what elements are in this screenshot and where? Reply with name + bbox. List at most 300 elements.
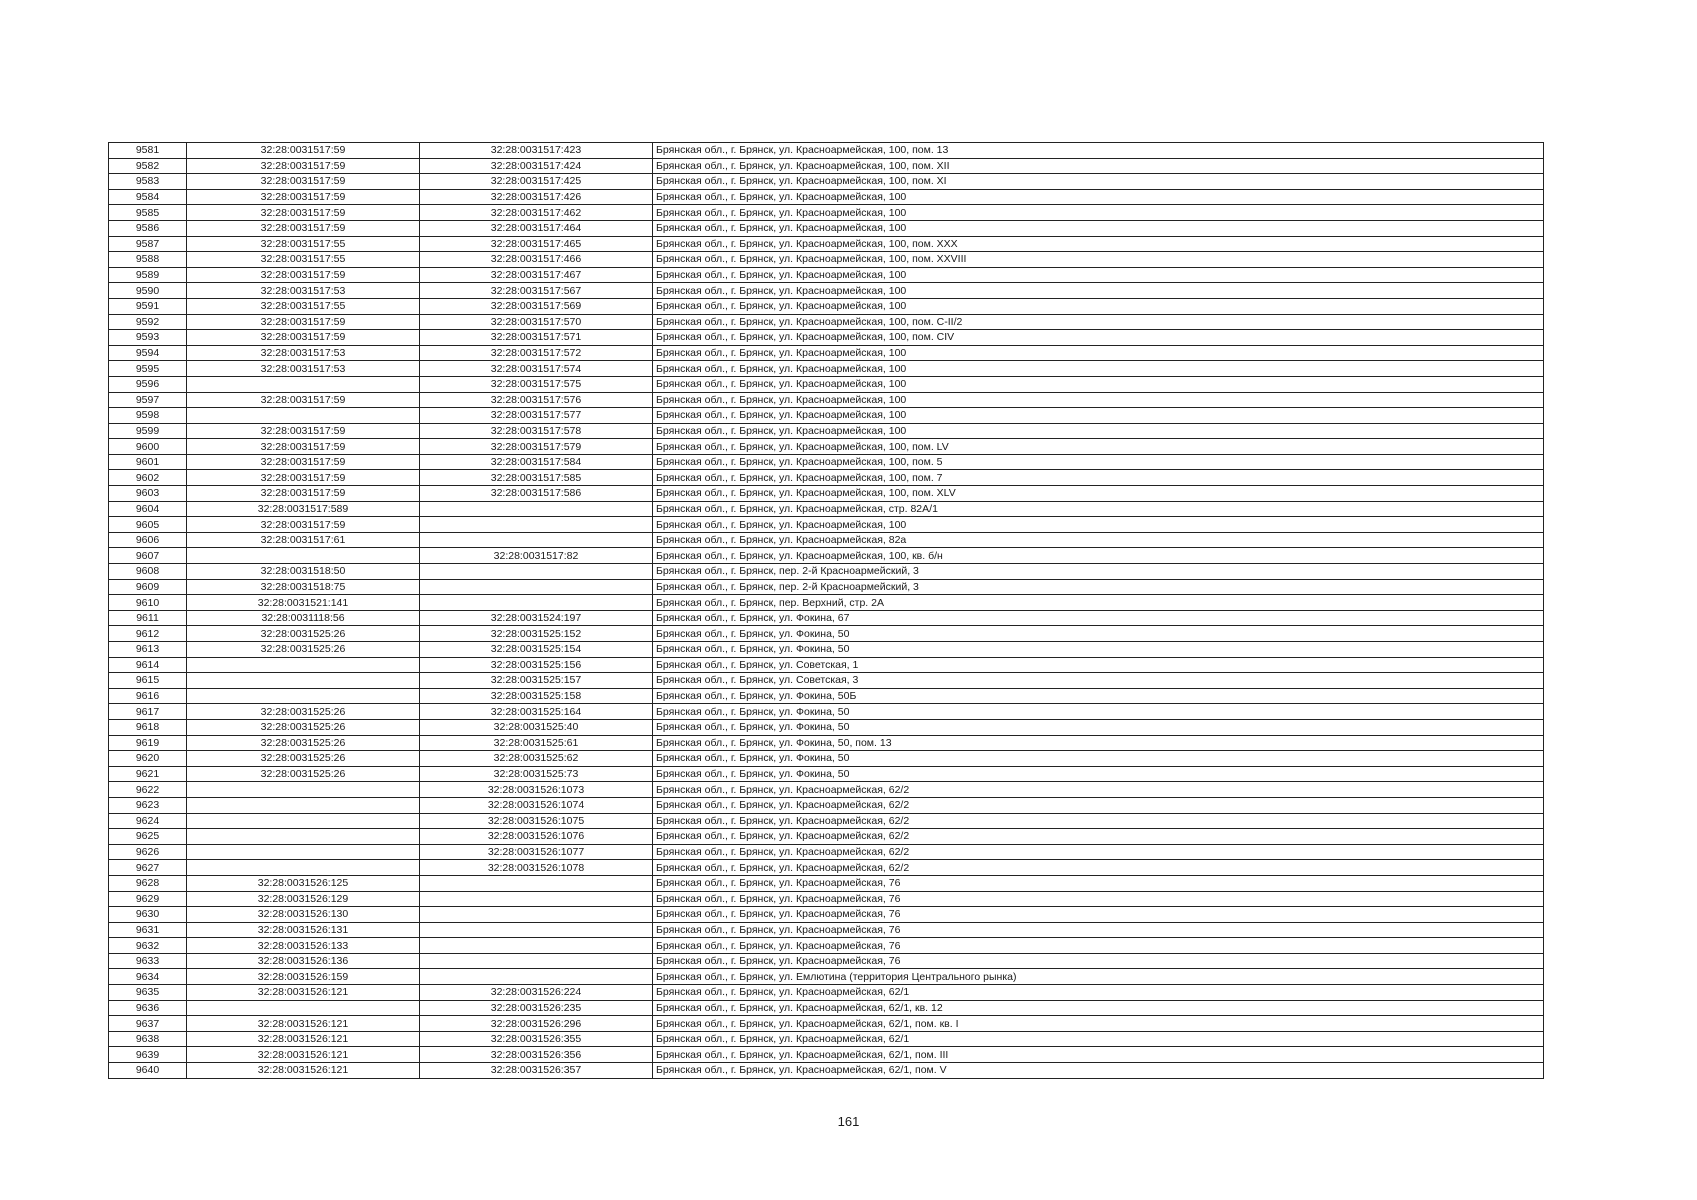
table-row — [109, 1016, 1544, 1032]
table-row — [109, 174, 1544, 190]
table-row — [109, 345, 1544, 361]
row-number-cell: 9593 — [109, 330, 187, 346]
address-cell: Брянская обл., г. Брянск, ул. Красноармейская, 76 — [653, 891, 1544, 907]
parent-cadastral-number-cell: 32:28:0031526:159 — [187, 969, 420, 985]
cadastral-number-cell: 32:28:0031517:578 — [420, 423, 653, 439]
row-number-cell: 9625 — [109, 829, 187, 845]
address-cell: Брянская обл., г. Брянск, ул. Красноармейская, 100 — [653, 423, 1544, 439]
parent-cadastral-number-cell — [187, 548, 420, 564]
table-row — [109, 782, 1544, 798]
table-row — [109, 205, 1544, 221]
cadastral-number-cell: 32:28:0031525:40 — [420, 719, 653, 735]
row-number-cell: 9609 — [109, 579, 187, 595]
cadastral-number-cell: 32:28:0031517:426 — [420, 189, 653, 205]
parent-cadastral-number-cell: 32:28:0031517:589 — [187, 501, 420, 517]
table-row — [109, 532, 1544, 548]
parent-cadastral-number-cell: 32:28:0031517:59 — [187, 423, 420, 439]
parent-cadastral-number-cell: 32:28:0031525:26 — [187, 704, 420, 720]
parent-cadastral-number-cell: 32:28:0031517:59 — [187, 205, 420, 221]
parent-cadastral-number-cell: 32:28:0031525:26 — [187, 719, 420, 735]
cadastral-number-cell — [420, 501, 653, 517]
cadastral-number-cell: 32:28:0031526:1073 — [420, 782, 653, 798]
table-row — [109, 423, 1544, 439]
row-number-cell: 9589 — [109, 267, 187, 283]
cadastral-number-cell — [420, 564, 653, 580]
parent-cadastral-number-cell: 32:28:0031517:59 — [187, 470, 420, 486]
table-row — [109, 564, 1544, 580]
parent-cadastral-number-cell: 32:28:0031518:75 — [187, 579, 420, 595]
row-number-cell: 9608 — [109, 564, 187, 580]
parent-cadastral-number-cell: 32:28:0031517:59 — [187, 174, 420, 190]
row-number-cell: 9596 — [109, 376, 187, 392]
row-number-cell: 9588 — [109, 252, 187, 268]
row-number-cell: 9587 — [109, 236, 187, 252]
address-cell: Брянская обл., г. Брянск, ул. Красноармейская, 100 — [653, 408, 1544, 424]
address-cell: Брянская обл., г. Брянск, ул. Красноармейская, 62/1 — [653, 1031, 1544, 1047]
row-number-cell: 9621 — [109, 766, 187, 782]
table-row — [109, 236, 1544, 252]
table-row — [109, 548, 1544, 564]
table-row — [109, 517, 1544, 533]
row-number-cell: 9622 — [109, 782, 187, 798]
address-cell: Брянская обл., г. Брянск, ул. Красноармейская, 76 — [653, 907, 1544, 923]
address-cell: Брянская обл., г. Брянск, ул. Красноармейская, 100, пом. XXVIII — [653, 252, 1544, 268]
address-cell: Брянская обл., г. Брянск, ул. Красноармейская, 100, пом. XI — [653, 174, 1544, 190]
address-cell: Брянская обл., г. Брянск, ул. Советская, 3 — [653, 673, 1544, 689]
address-cell: Брянская обл., г. Брянск, ул. Красноармейская, 62/1, пом. V — [653, 1063, 1544, 1079]
table-row — [109, 813, 1544, 829]
address-cell: Брянская обл., г. Брянск, ул. Красноармейская, 100 — [653, 298, 1544, 314]
parent-cadastral-number-cell: 32:28:0031517:59 — [187, 517, 420, 533]
cadastral-number-cell: 32:28:0031526:1075 — [420, 813, 653, 829]
parent-cadastral-number-cell — [187, 797, 420, 813]
address-cell: Брянская обл., г. Брянск, ул. Красноармейская, 100 — [653, 517, 1544, 533]
cadastral-number-cell: 32:28:0031517:462 — [420, 205, 653, 221]
table-row — [109, 330, 1544, 346]
table-row — [109, 501, 1544, 517]
row-number-cell: 9632 — [109, 938, 187, 954]
address-cell: Брянская обл., г. Брянск, ул. Фокина, 50 — [653, 642, 1544, 658]
cadastral-number-cell — [420, 579, 653, 595]
address-cell: Брянская обл., г. Брянск, ул. Красноармейская, 62/1, пом. кв. I — [653, 1016, 1544, 1032]
cadastral-number-cell: 32:28:0031517:571 — [420, 330, 653, 346]
address-cell: Брянская обл., г. Брянск, ул. Красноармейская, 100 — [653, 205, 1544, 221]
parent-cadastral-number-cell — [187, 408, 420, 424]
address-cell: Брянская обл., г. Брянск, ул. Красноармейская, 100 — [653, 345, 1544, 361]
address-cell: Брянская обл., г. Брянск, ул. Советская, 1 — [653, 657, 1544, 673]
table-row — [109, 143, 1544, 159]
table-row — [109, 907, 1544, 923]
parent-cadastral-number-cell — [187, 829, 420, 845]
cadastral-number-cell — [420, 891, 653, 907]
address-cell: Брянская обл., г. Брянск, ул. Красноармейская, 100, кв. б/н — [653, 548, 1544, 564]
row-number-cell: 9591 — [109, 298, 187, 314]
address-cell: Брянская обл., г. Брянск, ул. Красноармейская, 76 — [653, 875, 1544, 891]
row-number-cell: 9612 — [109, 626, 187, 642]
row-number-cell: 9627 — [109, 860, 187, 876]
row-number-cell: 9635 — [109, 985, 187, 1001]
parent-cadastral-number-cell: 32:28:0031526:125 — [187, 875, 420, 891]
parent-cadastral-number-cell: 32:28:0031517:53 — [187, 283, 420, 299]
cadastral-number-cell — [420, 517, 653, 533]
cadastral-number-cell: 32:28:0031525:156 — [420, 657, 653, 673]
address-cell: Брянская обл., г. Брянск, пер. Верхний, стр. 2А — [653, 595, 1544, 611]
row-number-cell: 9603 — [109, 486, 187, 502]
address-cell: Брянская обл., г. Брянск, ул. Емлютина (территория Центрального рынка) — [653, 969, 1544, 985]
table-row — [109, 298, 1544, 314]
parent-cadastral-number-cell: 32:28:0031525:26 — [187, 766, 420, 782]
cadastral-number-cell: 32:28:0031526:355 — [420, 1031, 653, 1047]
address-cell: Брянская обл., г. Брянск, ул. Красноармейская, 100, пом. 7 — [653, 470, 1544, 486]
cadastral-number-cell: 32:28:0031525:157 — [420, 673, 653, 689]
parent-cadastral-number-cell: 32:28:0031517:53 — [187, 361, 420, 377]
row-number-cell: 9599 — [109, 423, 187, 439]
table-row — [109, 579, 1544, 595]
row-number-cell: 9629 — [109, 891, 187, 907]
parent-cadastral-number-cell: 32:28:0031526:121 — [187, 1063, 420, 1079]
cadastral-number-cell: 32:28:0031526:296 — [420, 1016, 653, 1032]
table-row — [109, 751, 1544, 767]
parent-cadastral-number-cell: 32:28:0031517:59 — [187, 189, 420, 205]
row-number-cell: 9636 — [109, 1000, 187, 1016]
parent-cadastral-number-cell — [187, 376, 420, 392]
row-number-cell: 9617 — [109, 704, 187, 720]
table-row — [109, 1047, 1544, 1063]
row-number-cell: 9582 — [109, 158, 187, 174]
parent-cadastral-number-cell: 32:28:0031526:133 — [187, 938, 420, 954]
address-cell: Брянская обл., г. Брянск, ул. Красноармейская, 100, пом. 13 — [653, 143, 1544, 159]
cadastral-number-cell: 32:28:0031517:465 — [420, 236, 653, 252]
table-row — [109, 860, 1544, 876]
row-number-cell: 9615 — [109, 673, 187, 689]
cadastral-table — [108, 142, 1544, 1079]
table-row — [109, 1000, 1544, 1016]
cadastral-number-cell: 32:28:0031526:1074 — [420, 797, 653, 813]
cadastral-number-cell: 32:28:0031517:574 — [420, 361, 653, 377]
row-number-cell: 9584 — [109, 189, 187, 205]
parent-cadastral-number-cell: 32:28:0031517:59 — [187, 314, 420, 330]
row-number-cell: 9638 — [109, 1031, 187, 1047]
parent-cadastral-number-cell: 32:28:0031517:59 — [187, 330, 420, 346]
cadastral-number-cell — [420, 595, 653, 611]
address-cell: Брянская обл., г. Брянск, ул. Красноармейская, 62/1 — [653, 985, 1544, 1001]
address-cell: Брянская обл., г. Брянск, ул. Красноармейская, 100 — [653, 220, 1544, 236]
address-cell: Брянская обл., г. Брянск, ул. Красноармейская, 76 — [653, 953, 1544, 969]
table-row — [109, 610, 1544, 626]
address-cell: Брянская обл., г. Брянск, ул. Красноармейская, 100 — [653, 267, 1544, 283]
cadastral-number-cell: 32:28:0031517:569 — [420, 298, 653, 314]
parent-cadastral-number-cell: 32:28:0031526:136 — [187, 953, 420, 969]
cadastral-number-cell: 32:28:0031517:576 — [420, 392, 653, 408]
table-row — [109, 189, 1544, 205]
cadastral-number-cell — [420, 922, 653, 938]
parent-cadastral-number-cell: 32:28:0031517:53 — [187, 345, 420, 361]
table-row — [109, 376, 1544, 392]
cadastral-number-cell: 32:28:0031526:1076 — [420, 829, 653, 845]
address-cell: Брянская обл., г. Брянск, ул. Красноармейская, 62/2 — [653, 829, 1544, 845]
parent-cadastral-number-cell: 32:28:0031118:56 — [187, 610, 420, 626]
row-number-cell: 9595 — [109, 361, 187, 377]
row-number-cell: 9637 — [109, 1016, 187, 1032]
address-cell: Брянская обл., г. Брянск, ул. Красноармейская, 100 — [653, 361, 1544, 377]
cadastral-number-cell: 32:28:0031525:154 — [420, 642, 653, 658]
address-cell: Брянская обл., г. Брянск, ул. Красноармейская, 100, пом. XLV — [653, 486, 1544, 502]
table-row — [109, 891, 1544, 907]
row-number-cell: 9613 — [109, 642, 187, 658]
cadastral-number-cell: 32:28:0031525:152 — [420, 626, 653, 642]
address-cell: Брянская обл., г. Брянск, ул. Фокина, 50 — [653, 751, 1544, 767]
row-number-cell: 9586 — [109, 220, 187, 236]
address-cell: Брянская обл., г. Брянск, ул. Красноармейская, 62/2 — [653, 797, 1544, 813]
cadastral-number-cell — [420, 532, 653, 548]
cadastral-number-cell: 32:28:0031525:61 — [420, 735, 653, 751]
parent-cadastral-number-cell — [187, 657, 420, 673]
cadastral-number-cell — [420, 953, 653, 969]
row-number-cell: 9592 — [109, 314, 187, 330]
cadastral-number-cell: 32:28:0031517:82 — [420, 548, 653, 564]
parent-cadastral-number-cell: 32:28:0031526:131 — [187, 922, 420, 938]
table-row — [109, 158, 1544, 174]
row-number-cell: 9619 — [109, 735, 187, 751]
table-row — [109, 439, 1544, 455]
cadastral-number-cell — [420, 938, 653, 954]
cadastral-number-cell: 32:28:0031517:425 — [420, 174, 653, 190]
address-cell: Брянская обл., г. Брянск, ул. Красноармейская, 100 — [653, 283, 1544, 299]
parent-cadastral-number-cell: 32:28:0031526:130 — [187, 907, 420, 923]
address-cell: Брянская обл., г. Брянск, ул. Красноармейская, 62/2 — [653, 813, 1544, 829]
table-row — [109, 688, 1544, 704]
cadastral-number-cell: 32:28:0031517:467 — [420, 267, 653, 283]
table-row — [109, 673, 1544, 689]
row-number-cell: 9630 — [109, 907, 187, 923]
table-row — [109, 704, 1544, 720]
parent-cadastral-number-cell: 32:28:0031525:26 — [187, 642, 420, 658]
parent-cadastral-number-cell: 32:28:0031517:59 — [187, 143, 420, 159]
parent-cadastral-number-cell — [187, 673, 420, 689]
address-cell: Брянская обл., г. Брянск, ул. Красноармейская, 100, пом. LV — [653, 439, 1544, 455]
address-cell: Брянская обл., г. Брянск, ул. Красноармейская, 82а — [653, 532, 1544, 548]
cadastral-number-cell: 32:28:0031517:584 — [420, 454, 653, 470]
page-number: 161 — [837, 1114, 860, 1129]
cadastral-number-cell: 32:28:0031517:424 — [420, 158, 653, 174]
row-number-cell: 9639 — [109, 1047, 187, 1063]
row-number-cell: 9602 — [109, 470, 187, 486]
cadastral-number-cell: 32:28:0031517:585 — [420, 470, 653, 486]
parent-cadastral-number-cell: 32:28:0031525:26 — [187, 751, 420, 767]
row-number-cell: 9594 — [109, 345, 187, 361]
parent-cadastral-number-cell: 32:28:0031517:59 — [187, 392, 420, 408]
cadastral-number-cell: 32:28:0031525:164 — [420, 704, 653, 720]
row-number-cell: 9601 — [109, 454, 187, 470]
address-cell: Брянская обл., г. Брянск, ул. Красноармейская, 62/2 — [653, 860, 1544, 876]
cadastral-number-cell: 32:28:0031525:62 — [420, 751, 653, 767]
table-row — [109, 220, 1544, 236]
cadastral-number-cell: 32:28:0031517:577 — [420, 408, 653, 424]
table-row — [109, 953, 1544, 969]
table-row — [109, 314, 1544, 330]
cadastral-number-cell — [420, 907, 653, 923]
address-cell: Брянская обл., г. Брянск, ул. Красноармейская, 100, пом. C-II/2 — [653, 314, 1544, 330]
cadastral-number-cell: 32:28:0031517:567 — [420, 283, 653, 299]
address-cell: Брянская обл., г. Брянск, ул. Красноармейская, 100, пом. XXX — [653, 236, 1544, 252]
row-number-cell: 9640 — [109, 1063, 187, 1079]
row-number-cell: 9600 — [109, 439, 187, 455]
table-row — [109, 844, 1544, 860]
row-number-cell: 9604 — [109, 501, 187, 517]
address-cell: Брянская обл., г. Брянск, пер. 2-й Красноармейский, 3 — [653, 564, 1544, 580]
table-row — [109, 719, 1544, 735]
table-row — [109, 985, 1544, 1001]
parent-cadastral-number-cell: 32:28:0031526:121 — [187, 1031, 420, 1047]
cadastral-number-cell: 32:28:0031525:73 — [420, 766, 653, 782]
parent-cadastral-number-cell — [187, 782, 420, 798]
table-row — [109, 766, 1544, 782]
table-row — [109, 1031, 1544, 1047]
parent-cadastral-number-cell: 32:28:0031517:59 — [187, 454, 420, 470]
address-cell: Брянская обл., г. Брянск, ул. Красноармейская, 62/1, пом. III — [653, 1047, 1544, 1063]
parent-cadastral-number-cell: 32:28:0031526:121 — [187, 985, 420, 1001]
row-number-cell: 9634 — [109, 969, 187, 985]
cadastral-number-cell: 32:28:0031526:1077 — [420, 844, 653, 860]
row-number-cell: 9618 — [109, 719, 187, 735]
table-row — [109, 408, 1544, 424]
table-row — [109, 735, 1544, 751]
parent-cadastral-number-cell: 32:28:0031517:55 — [187, 252, 420, 268]
row-number-cell: 9624 — [109, 813, 187, 829]
table-row — [109, 797, 1544, 813]
row-number-cell: 9631 — [109, 922, 187, 938]
table-row — [109, 642, 1544, 658]
cadastral-number-cell — [420, 969, 653, 985]
parent-cadastral-number-cell: 32:28:0031517:55 — [187, 236, 420, 252]
row-number-cell: 9607 — [109, 548, 187, 564]
table-row — [109, 267, 1544, 283]
table-row — [109, 283, 1544, 299]
parent-cadastral-number-cell — [187, 688, 420, 704]
row-number-cell: 9610 — [109, 595, 187, 611]
table-body — [109, 143, 1544, 1079]
address-cell: Брянская обл., г. Брянск, ул. Красноармейская, 62/1, кв. 12 — [653, 1000, 1544, 1016]
address-cell: Брянская обл., г. Брянск, пер. 2-й Красноармейский, 3 — [653, 579, 1544, 595]
table-row — [109, 392, 1544, 408]
row-number-cell: 9605 — [109, 517, 187, 533]
parent-cadastral-number-cell: 32:28:0031517:59 — [187, 220, 420, 236]
table-row — [109, 361, 1544, 377]
parent-cadastral-number-cell: 32:28:0031526:129 — [187, 891, 420, 907]
address-cell: Брянская обл., г. Брянск, ул. Красноармейская, 76 — [653, 938, 1544, 954]
address-cell: Брянская обл., г. Брянск, ул. Фокина, 50 — [653, 626, 1544, 642]
row-number-cell: 9585 — [109, 205, 187, 221]
cadastral-number-cell: 32:28:0031517:466 — [420, 252, 653, 268]
table-row — [109, 252, 1544, 268]
table-row — [109, 829, 1544, 845]
parent-cadastral-number-cell: 32:28:0031518:50 — [187, 564, 420, 580]
cadastral-number-cell — [420, 875, 653, 891]
parent-cadastral-number-cell — [187, 813, 420, 829]
address-cell: Брянская обл., г. Брянск, ул. Фокина, 50 — [653, 766, 1544, 782]
table-row — [109, 969, 1544, 985]
parent-cadastral-number-cell: 32:28:0031517:59 — [187, 267, 420, 283]
cadastral-number-cell: 32:28:0031526:356 — [420, 1047, 653, 1063]
cadastral-number-cell: 32:28:0031517:570 — [420, 314, 653, 330]
table-row — [109, 1063, 1544, 1079]
parent-cadastral-number-cell: 32:28:0031525:26 — [187, 626, 420, 642]
cadastral-number-cell: 32:28:0031517:464 — [420, 220, 653, 236]
cadastral-number-cell: 32:28:0031526:224 — [420, 985, 653, 1001]
row-number-cell: 9606 — [109, 532, 187, 548]
table-row — [109, 454, 1544, 470]
parent-cadastral-number-cell: 32:28:0031526:121 — [187, 1016, 420, 1032]
parent-cadastral-number-cell: 32:28:0031526:121 — [187, 1047, 420, 1063]
cadastral-number-cell: 32:28:0031517:572 — [420, 345, 653, 361]
address-cell: Брянская обл., г. Брянск, ул. Фокина, 50Б — [653, 688, 1544, 704]
cadastral-number-cell: 32:28:0031517:586 — [420, 486, 653, 502]
table-row — [109, 595, 1544, 611]
address-cell: Брянская обл., г. Брянск, ул. Красноармейская, 100, пом. CIV — [653, 330, 1544, 346]
table-row — [109, 657, 1544, 673]
cadastral-number-cell: 32:28:0031524:197 — [420, 610, 653, 626]
cadastral-number-cell: 32:28:0031517:575 — [420, 376, 653, 392]
parent-cadastral-number-cell — [187, 860, 420, 876]
row-number-cell: 9614 — [109, 657, 187, 673]
row-number-cell: 9598 — [109, 408, 187, 424]
table-row — [109, 626, 1544, 642]
address-cell: Брянская обл., г. Брянск, ул. Красноармейская, 100, пом. 5 — [653, 454, 1544, 470]
row-number-cell: 9616 — [109, 688, 187, 704]
address-cell: Брянская обл., г. Брянск, ул. Фокина, 50, пом. 13 — [653, 735, 1544, 751]
table-row — [109, 938, 1544, 954]
row-number-cell: 9623 — [109, 797, 187, 813]
row-number-cell: 9597 — [109, 392, 187, 408]
cadastral-number-cell: 32:28:0031526:357 — [420, 1063, 653, 1079]
address-cell: Брянская обл., г. Брянск, ул. Красноармейская, 100 — [653, 376, 1544, 392]
address-cell: Брянская обл., г. Брянск, ул. Фокина, 67 — [653, 610, 1544, 626]
address-cell: Брянская обл., г. Брянск, ул. Красноармейская, 100 — [653, 392, 1544, 408]
row-number-cell: 9581 — [109, 143, 187, 159]
address-cell: Брянская обл., г. Брянск, ул. Фокина, 50 — [653, 719, 1544, 735]
row-number-cell: 9620 — [109, 751, 187, 767]
address-cell: Брянская обл., г. Брянск, ул. Красноармейская, 100, пом. XII — [653, 158, 1544, 174]
row-number-cell: 9583 — [109, 174, 187, 190]
row-number-cell: 9628 — [109, 875, 187, 891]
cadastral-number-cell: 32:28:0031525:158 — [420, 688, 653, 704]
table-row — [109, 922, 1544, 938]
address-cell: Брянская обл., г. Брянск, ул. Красноармейская, стр. 82А/1 — [653, 501, 1544, 517]
address-cell: Брянская обл., г. Брянск, ул. Красноармейская, 62/2 — [653, 844, 1544, 860]
parent-cadastral-number-cell: 32:28:0031517:59 — [187, 486, 420, 502]
parent-cadastral-number-cell: 32:28:0031521:141 — [187, 595, 420, 611]
parent-cadastral-number-cell: 32:28:0031517:61 — [187, 532, 420, 548]
cadastral-number-cell: 32:28:0031526:235 — [420, 1000, 653, 1016]
row-number-cell: 9611 — [109, 610, 187, 626]
table-row — [109, 875, 1544, 891]
parent-cadastral-number-cell: 32:28:0031517:55 — [187, 298, 420, 314]
parent-cadastral-number-cell — [187, 1000, 420, 1016]
address-cell: Брянская обл., г. Брянск, ул. Красноармейская, 62/2 — [653, 782, 1544, 798]
row-number-cell: 9626 — [109, 844, 187, 860]
parent-cadastral-number-cell: 32:28:0031517:59 — [187, 158, 420, 174]
cadastral-number-cell: 32:28:0031526:1078 — [420, 860, 653, 876]
parent-cadastral-number-cell: 32:28:0031517:59 — [187, 439, 420, 455]
row-number-cell: 9590 — [109, 283, 187, 299]
address-cell: Брянская обл., г. Брянск, ул. Фокина, 50 — [653, 704, 1544, 720]
parent-cadastral-number-cell: 32:28:0031525:26 — [187, 735, 420, 751]
table-row — [109, 486, 1544, 502]
parent-cadastral-number-cell — [187, 844, 420, 860]
row-number-cell: 9633 — [109, 953, 187, 969]
cadastral-number-cell: 32:28:0031517:423 — [420, 143, 653, 159]
address-cell: Брянская обл., г. Брянск, ул. Красноармейская, 76 — [653, 922, 1544, 938]
